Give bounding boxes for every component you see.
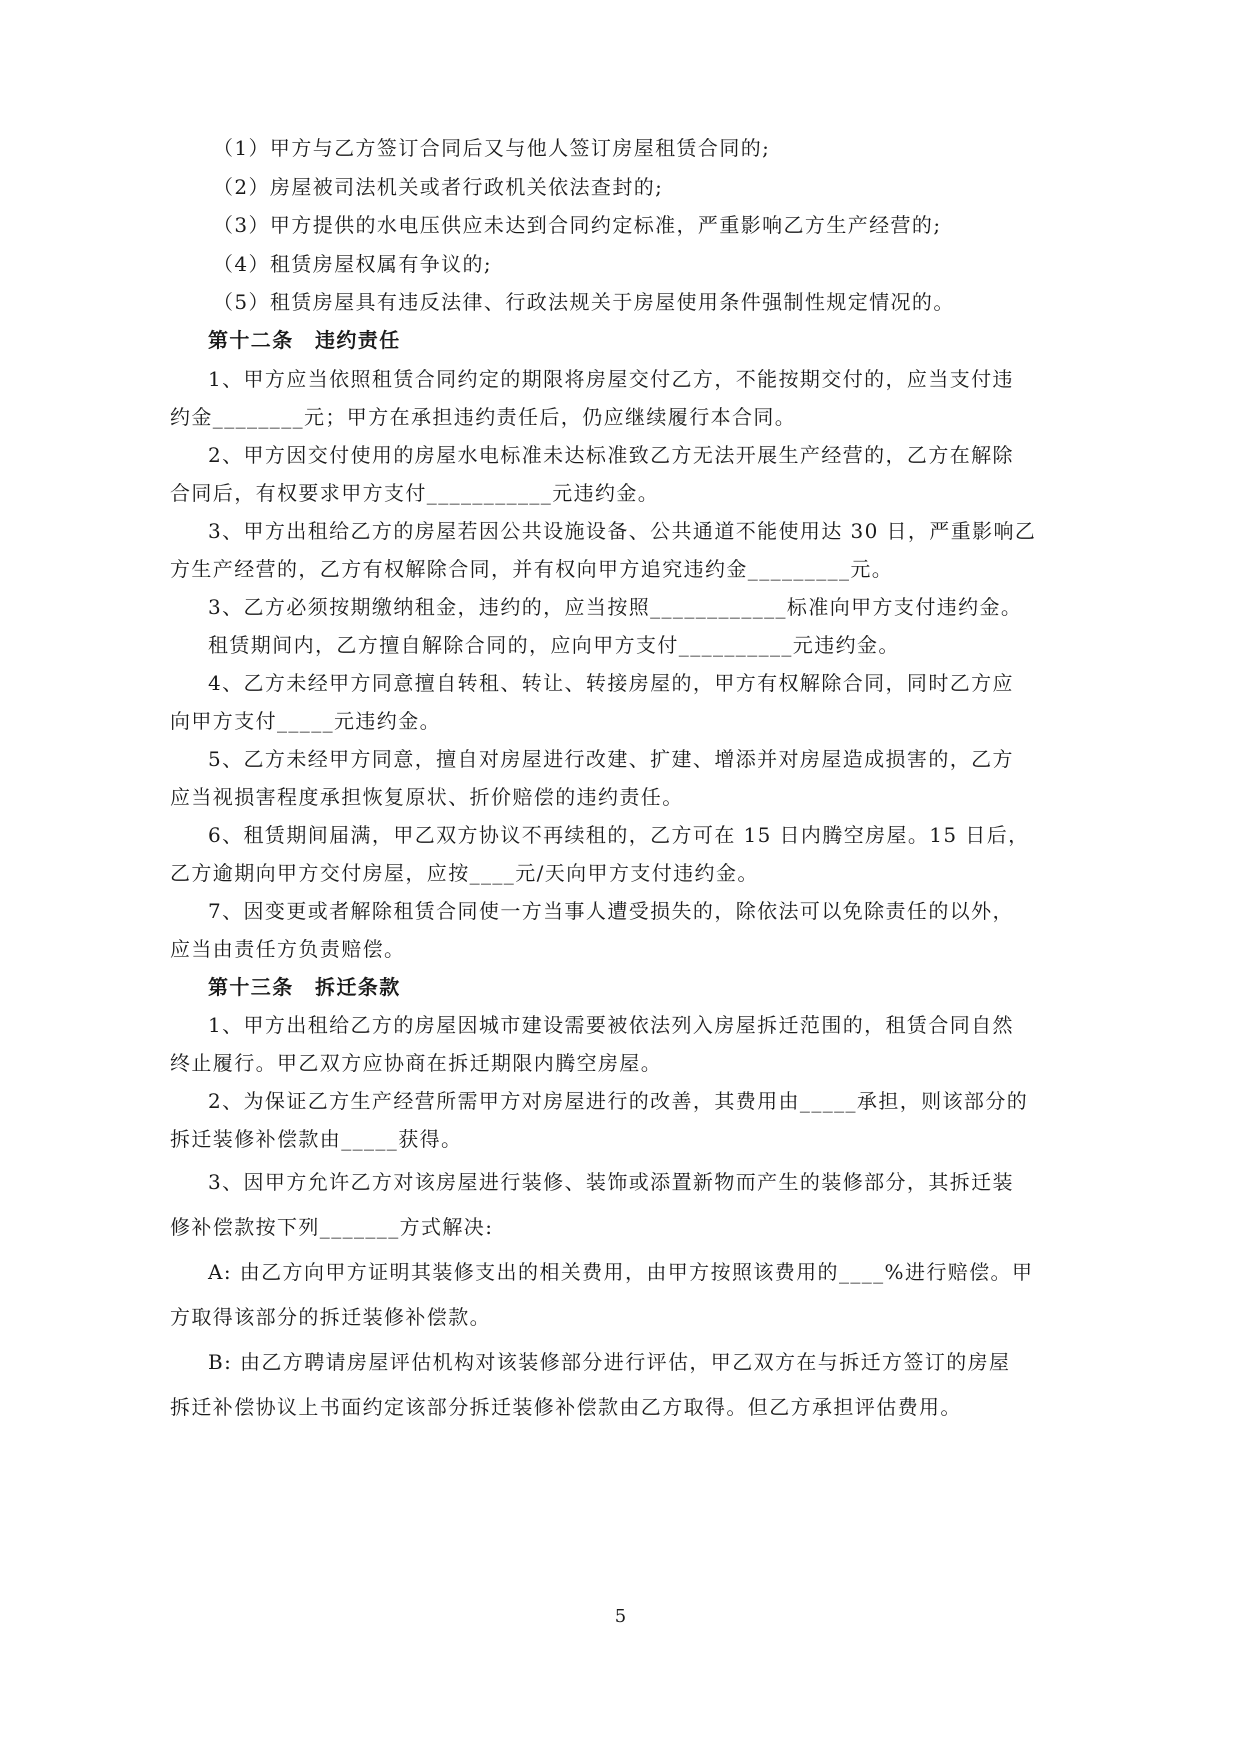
paragraph-line: 向甲方支付_____元违约金。 bbox=[170, 709, 441, 733]
paragraph-line: 2、为保证乙方生产经营所需甲方对房屋进行的改善，其费用由_____承担，则该部分的 bbox=[208, 1089, 1029, 1113]
section-heading-article-12: 第十二条 违约责任 bbox=[208, 328, 401, 352]
paragraph-line: 3、乙方必须按期缴纳租金，违约的，应当按照____________标准向甲方支付违约金。 bbox=[208, 595, 1023, 619]
clause-item-1: （1）甲方与乙方签订合同后又与他人签订房屋租赁合同的; bbox=[213, 136, 771, 160]
clause-item-4: （4）租赁房屋权属有争议的; bbox=[213, 252, 493, 276]
paragraph-line: 约金________元；甲方在承担违约责任后，仍应继续履行本合同。 bbox=[170, 405, 797, 429]
paragraph-line: 终止履行。甲乙双方应协商在拆迁期限内腾空房屋。 bbox=[170, 1051, 663, 1075]
clause-item-3: （3）甲方提供的水电压供应未达到合同约定标准，严重影响乙方生产经营的; bbox=[213, 213, 942, 237]
section-heading-article-13: 第十三条 拆迁条款 bbox=[208, 975, 401, 999]
paragraph-line: 租赁期间内，乙方擅自解除合同的，应向甲方支付__________元违约金。 bbox=[208, 633, 900, 657]
paragraph-line: 2、甲方因交付使用的房屋水电标准未达标准致乙方无法开展生产经营的，乙方在解除 bbox=[208, 443, 1014, 467]
paragraph-line: 3、甲方出租给乙方的房屋若因公共设施设备、公共通道不能使用达 30 日，严重影响乙 bbox=[208, 519, 1037, 543]
paragraph-line: A: 由乙方向甲方证明其装修支出的相关费用，由甲方按照该费用的____%进行赔偿。甲 bbox=[208, 1260, 1034, 1284]
paragraph-line: 乙方逾期向甲方交付房屋，应按____元/天向甲方支付违约金。 bbox=[170, 861, 759, 885]
paragraph-line: 拆迁补偿协议上书面约定该部分拆迁装修补偿款由乙方取得。但乙方承担评估费用。 bbox=[170, 1395, 962, 1419]
paragraph-line: 6、租赁期间届满，甲乙双方协议不再续租的，乙方可在 15 日内腾空房屋。15 日后， bbox=[208, 823, 1030, 847]
paragraph-line: 拆迁装修补偿款由_____获得。 bbox=[170, 1127, 463, 1151]
paragraph-line: 5、乙方未经甲方同意，擅自对房屋进行改建、扩建、增添并对房屋造成损害的，乙方 bbox=[208, 747, 1014, 771]
clause-item-2: （2）房屋被司法机关或者行政机关依法查封的; bbox=[213, 175, 664, 199]
paragraph-line: B: 由乙方聘请房屋评估机构对该装修部分进行评估，甲乙双方在与拆迁方签订的房屋 bbox=[208, 1350, 1011, 1374]
paragraph-line: 方生产经营的，乙方有权解除合同，并有权向甲方追究违约金_________元。 bbox=[170, 557, 894, 581]
paragraph-line: 4、乙方未经甲方同意擅自转租、转让、转接房屋的，甲方有权解除合同，同时乙方应 bbox=[208, 671, 1014, 695]
paragraph-line: 方取得该部分的拆迁装修补偿款。 bbox=[170, 1305, 491, 1329]
paragraph-line: 7、因变更或者解除租赁合同使一方当事人遭受损失的，除依法可以免除责任的以外， bbox=[208, 899, 1014, 923]
paragraph-line: 应当视损害程度承担恢复原状、折价赔偿的违约责任。 bbox=[170, 785, 684, 809]
clause-item-5: （5）租赁房屋具有违反法律、行政法规关于房屋使用条件强制性规定情况的。 bbox=[213, 290, 955, 314]
paragraph-line: 3、因甲方允许乙方对该房屋进行装修、装饰或添置新物而产生的装修部分，其拆迁装 bbox=[208, 1170, 1014, 1194]
paragraph-line: 修补偿款按下列_______方式解决: bbox=[170, 1215, 494, 1239]
paragraph-line: 1、甲方应当依照租赁合同约定的期限将房屋交付乙方，不能按期交付的，应当支付违 bbox=[208, 367, 1014, 391]
page-number: 5 bbox=[614, 1606, 627, 1627]
paragraph-line: 合同后，有权要求甲方支付___________元违约金。 bbox=[170, 481, 660, 505]
paragraph-line: 1、甲方出租给乙方的房屋因城市建设需要被依法列入房屋拆迁范围的，租赁合同自然 bbox=[208, 1013, 1014, 1037]
paragraph-line: 应当由责任方负责赔偿。 bbox=[170, 937, 406, 961]
